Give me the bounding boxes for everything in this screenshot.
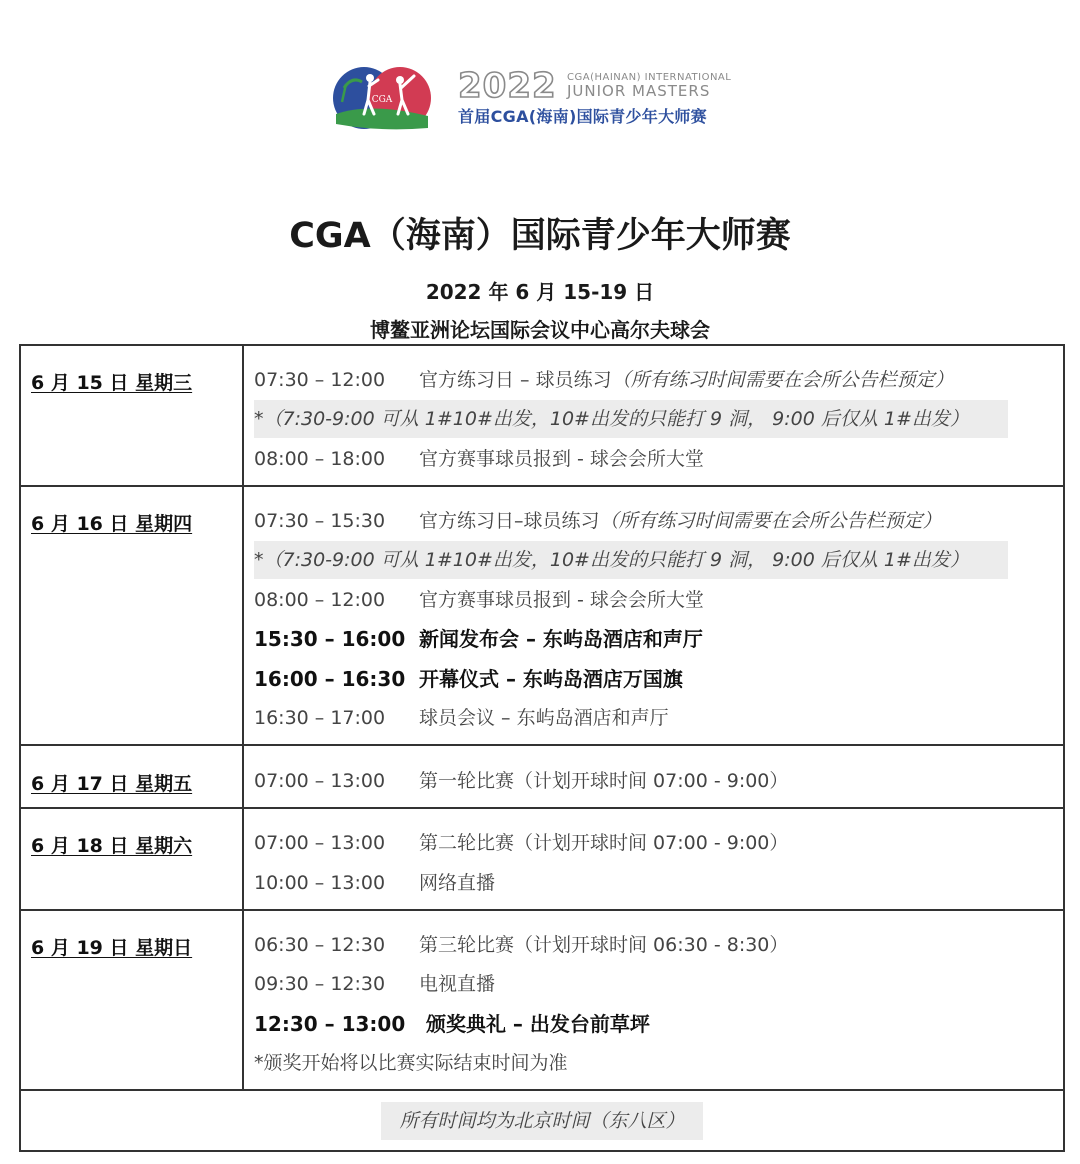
day-label: 6 月 15 日 星期三 — [31, 372, 193, 394]
event-time: 08:00 – 12:00 — [254, 589, 386, 611]
timezone-note: 所有时间均为北京时间（东八区） — [399, 1110, 685, 1132]
logo-tagline-bottom: JUNIOR MASTERS — [567, 82, 711, 100]
table-divider — [19, 807, 1065, 809]
schedule-row — [254, 582, 704, 618]
event-time: 16:30 – 17:00 — [254, 707, 386, 729]
schedule-row — [254, 1006, 650, 1042]
event-note: （所有练习时间需要在会所公告栏预定） — [599, 510, 942, 532]
table-divider — [19, 485, 1065, 487]
schedule-row — [254, 825, 788, 861]
page-title: CGA（海南）国际青少年大师赛 — [289, 216, 791, 256]
logo-tagline-top: CGA(HAINAN) INTERNATIONAL — [567, 72, 732, 83]
table-divider — [19, 744, 1065, 746]
schedule-row — [254, 966, 495, 1002]
event-time: 12:30 – 13:00 — [254, 1012, 406, 1036]
event-time: 16:00 – 16:30 — [254, 667, 406, 691]
schedule-row — [254, 503, 942, 539]
schedule-row — [254, 621, 703, 657]
day-label: 6 月 18 日 星期六 — [31, 835, 193, 857]
emblem-text: CGA — [371, 95, 393, 105]
event-desc: 电视直播 — [419, 973, 496, 995]
event-time: 09:30 – 12:30 — [254, 973, 386, 995]
table-divider — [19, 909, 1065, 911]
schedule-row — [254, 661, 683, 697]
event-desc: 第二轮比赛（计划开球时间 07:00 - 9:00） — [419, 832, 789, 854]
event-time: 10:00 – 13:00 — [254, 872, 386, 894]
event-desc: 开幕仪式 – 东屿岛酒店万国旗 — [419, 667, 683, 691]
event-desc: 网络直播 — [419, 872, 496, 894]
event-desc: 第一轮比赛（计划开球时间 07:00 - 9:00） — [419, 770, 789, 792]
event-desc: 官方练习日 – 球员练习 — [419, 369, 612, 391]
event-desc: 新闻发布会 – 东屿岛酒店和声厅 — [419, 627, 703, 651]
schedule-row — [254, 763, 788, 799]
table-border — [1063, 344, 1065, 1152]
event-time: 07:00 – 13:00 — [254, 832, 386, 854]
event-desc: 官方赛事球员报到 - 球会会所大堂 — [419, 448, 704, 470]
schedule-row — [254, 927, 788, 963]
schedule-note: *颁奖开始将以比赛实际结束时间为准 — [254, 1052, 568, 1074]
event-desc: 官方赛事球员报到 - 球会会所大堂 — [419, 589, 704, 611]
table-divider — [19, 1089, 1065, 1091]
day-label: 6 月 17 日 星期五 — [31, 773, 193, 795]
event-desc: 官方练习日–球员练习 — [419, 510, 600, 532]
logo-year: 2022 — [458, 66, 557, 106]
schedule-note: *（7:30-9:00 可从 1#10#出发，10#出发的只能打 9 洞， 9:00 后仅从 1#出发） — [254, 408, 969, 430]
event-desc: 颁奖典礼 – 出发台前草坪 — [419, 1012, 650, 1036]
table-border — [19, 344, 21, 1152]
event-desc: 球员会议 – 东屿岛酒店和声厅 — [419, 707, 669, 729]
event-logo — [330, 62, 760, 134]
schedule-note: *（7:30-9:00 可从 1#10#出发，10#出发的只能打 9 洞， 9:00 后仅从 1#出发） — [254, 549, 969, 571]
schedule-row — [254, 362, 954, 398]
schedule-row — [254, 441, 704, 477]
golf-emblem-icon — [330, 62, 434, 134]
day-label: 6 月 16 日 星期四 — [31, 513, 193, 535]
event-desc: 第三轮比赛（计划开球时间 06:30 - 8:30） — [419, 934, 789, 956]
column-divider — [242, 344, 244, 1090]
table-border — [19, 344, 1065, 346]
event-time: 06:30 – 12:30 — [254, 934, 386, 956]
event-time: 07:30 – 15:30 — [254, 510, 386, 532]
event-note: （所有练习时间需要在会所公告栏预定） — [611, 369, 954, 391]
day-label: 6 月 19 日 星期日 — [31, 937, 193, 959]
event-time: 07:30 – 12:00 — [254, 369, 386, 391]
event-time: 08:00 – 18:00 — [254, 448, 386, 470]
schedule-row — [254, 700, 669, 736]
event-dates: 2022 年 6 月 15-19 日 — [425, 280, 655, 304]
event-venue: 博鳌亚洲论坛国际会议中心高尔夫球会 — [370, 318, 710, 342]
table-border — [19, 1150, 1065, 1152]
event-time: 07:00 – 13:00 — [254, 770, 386, 792]
event-time: 15:30 – 16:00 — [254, 627, 406, 651]
schedule-row — [254, 865, 495, 901]
schedule-table — [19, 344, 1065, 1152]
logo-chinese-name: 首届CGA(海南)国际青少年大师赛 — [458, 107, 707, 126]
